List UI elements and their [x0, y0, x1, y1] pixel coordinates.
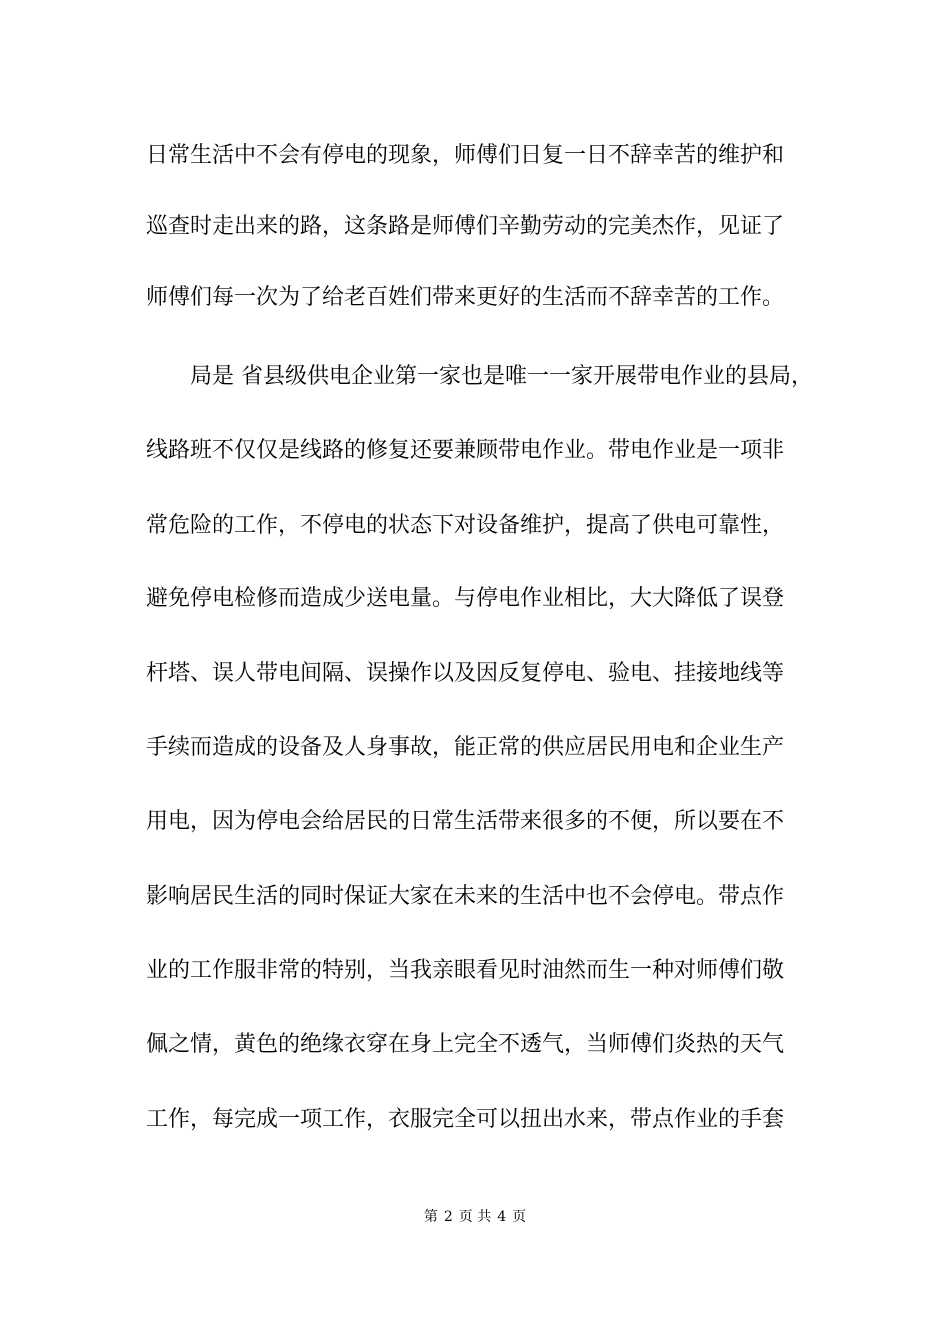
paragraph-start-line: 局是 省县级供电企业第一家也是唯一一家开展带电作业的县局， [190, 364, 813, 389]
text-line: 避免停电检修而造成少送电量。与停电作业相比，大大降低了误登 [146, 586, 785, 611]
footer-total-pages: 4 [497, 1209, 507, 1225]
footer-prefix: 第 [423, 1209, 438, 1225]
footer-middle: 页 共 [458, 1209, 492, 1225]
text-line: 影响居民生活的同时保证大家在未来的生活中也不会停电。带点作 [146, 884, 785, 909]
page-footer [0, 1207, 950, 1227]
text-line: 线路班不仅仅是线路的修复还要兼顾带电作业。带电作业是一项非 [146, 438, 785, 463]
text-line: 巡查时走出来的路，这条路是师傅们辛勤劳动的完美杰作，见证了 [146, 214, 785, 239]
text-line: 佩之情，黄色的绝缘衣穿在身上完全不透气，当师傅们炎热的天气 [146, 1032, 785, 1057]
text-line: 师傅们每一次为了给老百姓们带来更好的生活而不辞幸苦的工作。 [146, 285, 785, 310]
text-line: 常危险的工作，不停电的状态下对设备维护，提高了供电可靠性， [146, 513, 785, 538]
footer-suffix: 页 [512, 1209, 527, 1225]
text-line: 业的工作服非常的特别，当我亲眼看见时油然而生一种对师傅们敬 [146, 958, 785, 983]
text-line: 用电，因为停电会给居民的日常生活带来很多的不便，所以要在不 [146, 809, 785, 834]
text-line: 日常生活中不会有停电的现象，师傅们日复一日不辞幸苦的维护和 [146, 143, 785, 168]
text-line: 工作，每完成一项工作，衣服完全可以扭出水来，带点作业的手套 [146, 1107, 785, 1132]
footer-page-number: 2 [443, 1209, 453, 1225]
text-line: 杆塔、误人带电间隔、误操作以及因反复停电、验电、挂接地线等 [146, 661, 785, 686]
text-line: 手续而造成的设备及人身事故，能正常的供应居民用电和企业生产 [146, 735, 785, 760]
